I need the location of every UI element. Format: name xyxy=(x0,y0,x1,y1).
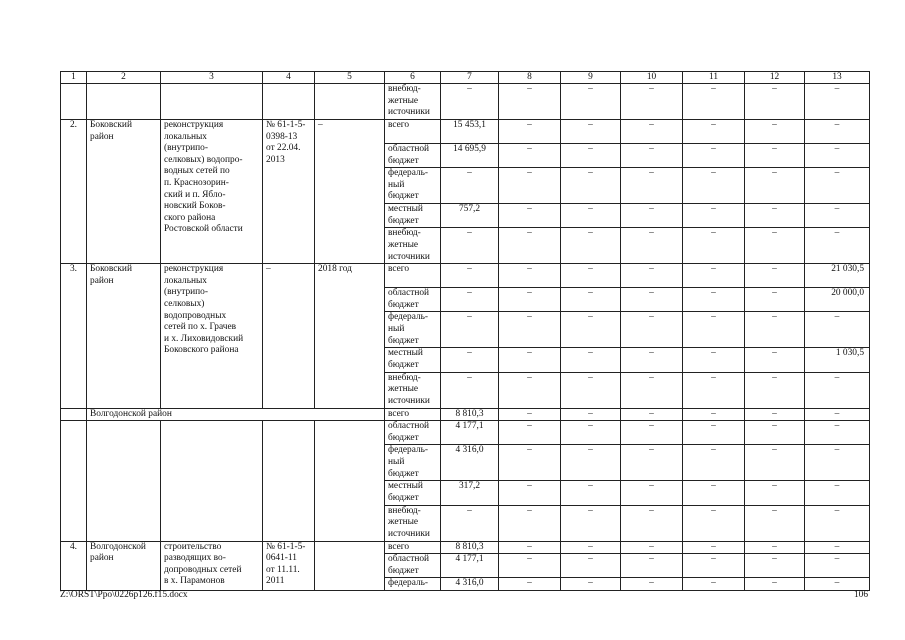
year-value-cell: – xyxy=(621,372,683,408)
year-value-cell: – xyxy=(499,228,561,264)
year-value-cell: – xyxy=(499,84,561,120)
year-value-cell: – xyxy=(621,84,683,120)
year-value-cell: – xyxy=(561,84,621,120)
year-value-cell: – xyxy=(805,554,870,578)
year-value-cell: – xyxy=(745,372,805,408)
total-value-cell: – xyxy=(441,168,499,204)
column-number-cell: 8 xyxy=(499,72,561,84)
year-value-cell: – xyxy=(561,481,621,505)
district-cell xyxy=(87,84,161,120)
date-cell xyxy=(315,541,385,590)
total-value-cell: – xyxy=(441,505,499,541)
year-value-cell: – xyxy=(683,312,745,348)
year-value-cell: – xyxy=(561,120,621,144)
year-value-cell: – xyxy=(683,204,745,228)
funding-source-cell: всего xyxy=(385,408,441,421)
funding-source-cell: местный бюджет xyxy=(385,348,441,372)
table-row xyxy=(61,84,870,120)
year-value-cell: – xyxy=(683,554,745,578)
document-cell xyxy=(263,84,315,120)
number-cell xyxy=(61,421,87,541)
year-value-cell: – xyxy=(683,372,745,408)
date-cell: – xyxy=(315,120,385,264)
year-value-cell: – xyxy=(745,481,805,505)
table-row xyxy=(61,264,870,288)
date-cell: 2018 год xyxy=(315,264,385,408)
year-value-cell: – xyxy=(621,554,683,578)
funding-source-cell: федераль- xyxy=(385,578,441,591)
year-value-cell: – xyxy=(499,288,561,312)
year-value-cell: – xyxy=(683,84,745,120)
year-value-cell: 1 030,5 xyxy=(805,348,870,372)
column-number-cell: 2 xyxy=(87,72,161,84)
column-number-cell: 10 xyxy=(621,72,683,84)
year-value-cell: – xyxy=(499,445,561,481)
object-name-cell xyxy=(161,84,263,120)
year-value-cell: – xyxy=(621,228,683,264)
total-value-cell: 14 695,9 xyxy=(441,144,499,168)
column-number-cell: 5 xyxy=(315,72,385,84)
year-value-cell: – xyxy=(683,288,745,312)
column-number-cell: 9 xyxy=(561,72,621,84)
year-value-cell: – xyxy=(683,541,745,554)
year-value-cell: – xyxy=(745,264,805,288)
total-value-cell: – xyxy=(441,84,499,120)
year-value-cell: – xyxy=(683,348,745,372)
year-value-cell: – xyxy=(683,144,745,168)
year-value-cell: – xyxy=(745,288,805,312)
year-value-cell: – xyxy=(805,204,870,228)
total-value-cell: – xyxy=(441,372,499,408)
column-number-cell: 4 xyxy=(263,72,315,84)
total-value-cell: 4 316,0 xyxy=(441,578,499,591)
year-value-cell: 20 000,0 xyxy=(805,288,870,312)
total-value-cell: 8 810,3 xyxy=(441,541,499,554)
year-value-cell: – xyxy=(683,264,745,288)
table-row xyxy=(61,120,870,144)
column-number-row xyxy=(61,72,870,84)
year-value-cell: – xyxy=(621,421,683,445)
year-value-cell: – xyxy=(805,168,870,204)
column-number-cell: 12 xyxy=(745,72,805,84)
year-value-cell: – xyxy=(561,144,621,168)
total-value-cell: – xyxy=(441,288,499,312)
district-cell: Боковский район xyxy=(87,120,161,264)
year-value-cell: – xyxy=(621,312,683,348)
year-value-cell: – xyxy=(745,445,805,481)
year-value-cell: – xyxy=(561,288,621,312)
total-value-cell: 4 177,1 xyxy=(441,421,499,445)
year-value-cell: – xyxy=(499,168,561,204)
footer-page-number: 106 xyxy=(853,590,868,600)
funding-source-cell: местный бюджет xyxy=(385,481,441,505)
year-value-cell: – xyxy=(561,445,621,481)
year-value-cell: – xyxy=(621,578,683,591)
number-cell xyxy=(61,408,87,421)
number-cell: 4. xyxy=(61,541,87,590)
year-value-cell: – xyxy=(561,541,621,554)
total-value-cell: 757,2 xyxy=(441,204,499,228)
year-value-cell: – xyxy=(745,554,805,578)
object-name-cell xyxy=(161,421,263,541)
year-value-cell: – xyxy=(745,120,805,144)
total-value-cell: – xyxy=(441,348,499,372)
year-value-cell: – xyxy=(805,505,870,541)
year-value-cell: – xyxy=(621,505,683,541)
year-value-cell: – xyxy=(745,408,805,421)
total-value-cell: – xyxy=(441,312,499,348)
year-value-cell: – xyxy=(561,421,621,445)
table-row xyxy=(61,421,870,445)
total-value-cell: 317,2 xyxy=(441,481,499,505)
column-number-cell: 13 xyxy=(805,72,870,84)
total-value-cell: 15 453,1 xyxy=(441,120,499,144)
total-value-cell: – xyxy=(441,228,499,264)
footer-file-path: Z:\ORST\Ppo\0226p126.f15.docx xyxy=(60,590,188,600)
funding-source-cell: областной бюджет xyxy=(385,421,441,445)
year-value-cell: – xyxy=(499,348,561,372)
year-value-cell: – xyxy=(805,144,870,168)
funding-source-cell: федераль- ный бюджет xyxy=(385,445,441,481)
year-value-cell: – xyxy=(745,505,805,541)
year-value-cell: – xyxy=(805,372,870,408)
year-value-cell: – xyxy=(745,541,805,554)
year-value-cell: 21 030,5 xyxy=(805,264,870,288)
year-value-cell: – xyxy=(561,408,621,421)
year-value-cell: – xyxy=(561,578,621,591)
year-value-cell: – xyxy=(805,120,870,144)
column-number-cell: 11 xyxy=(683,72,745,84)
funding-source-cell: областной бюджет xyxy=(385,554,441,578)
column-number-cell: 6 xyxy=(385,72,441,84)
district-cell xyxy=(87,421,161,541)
year-value-cell: – xyxy=(561,372,621,408)
funding-source-cell: всего xyxy=(385,541,441,554)
year-value-cell: – xyxy=(561,554,621,578)
object-name-cell: строительство разводящих во- допроводных сетей в х. Парамонов xyxy=(161,541,263,590)
document-cell xyxy=(263,421,315,541)
year-value-cell: – xyxy=(683,505,745,541)
year-value-cell: – xyxy=(805,481,870,505)
year-value-cell: – xyxy=(683,578,745,591)
funding-source-cell: всего xyxy=(385,120,441,144)
year-value-cell: – xyxy=(499,554,561,578)
year-value-cell: – xyxy=(683,481,745,505)
column-number-cell: 3 xyxy=(161,72,263,84)
year-value-cell: – xyxy=(745,168,805,204)
funding-source-cell: внебюд- жетные источники xyxy=(385,228,441,264)
year-value-cell: – xyxy=(499,264,561,288)
year-value-cell: – xyxy=(621,481,683,505)
funding-source-cell: федераль- ный бюджет xyxy=(385,168,441,204)
year-value-cell: – xyxy=(805,421,870,445)
year-value-cell: – xyxy=(745,312,805,348)
funding-source-cell: внебюд- жетные источники xyxy=(385,84,441,120)
year-value-cell: – xyxy=(561,204,621,228)
year-value-cell: – xyxy=(561,264,621,288)
budget-table xyxy=(60,71,870,591)
table-row xyxy=(61,408,870,421)
year-value-cell: – xyxy=(499,541,561,554)
year-value-cell: – xyxy=(805,578,870,591)
year-value-cell: – xyxy=(561,348,621,372)
year-value-cell: – xyxy=(499,408,561,421)
year-value-cell: – xyxy=(805,445,870,481)
total-value-cell: 4 316,0 xyxy=(441,445,499,481)
year-value-cell: – xyxy=(621,168,683,204)
year-value-cell: – xyxy=(745,144,805,168)
funding-source-cell: федераль- ный бюджет xyxy=(385,312,441,348)
year-value-cell: – xyxy=(621,144,683,168)
document-cell: – xyxy=(263,264,315,408)
year-value-cell: – xyxy=(683,408,745,421)
year-value-cell: – xyxy=(499,372,561,408)
year-value-cell: – xyxy=(683,445,745,481)
date-cell xyxy=(315,84,385,120)
funding-source-cell: внебюд- жетные источники xyxy=(385,505,441,541)
year-value-cell: – xyxy=(683,228,745,264)
document-cell: № 61-1-5- 0641-11 от 11.11. 2011 xyxy=(263,541,315,590)
object-name-cell: реконструкция локальных (внутрипо- селковых) водопро- водных сетей по п. Краснозорин- ский и п. Ябло- новский Боков- ского района Ростовской области xyxy=(161,120,263,264)
year-value-cell: – xyxy=(745,228,805,264)
year-value-cell: – xyxy=(499,120,561,144)
region-title-cell: Волгодонской район xyxy=(87,408,385,421)
year-value-cell: – xyxy=(745,204,805,228)
year-value-cell: – xyxy=(621,264,683,288)
year-value-cell: – xyxy=(745,421,805,445)
funding-source-cell: внебюд- жетные источники xyxy=(385,372,441,408)
year-value-cell: – xyxy=(683,421,745,445)
district-cell: Волгодонской район xyxy=(87,541,161,590)
year-value-cell: – xyxy=(561,168,621,204)
year-value-cell: – xyxy=(805,84,870,120)
year-value-cell: – xyxy=(805,541,870,554)
year-value-cell: – xyxy=(621,204,683,228)
funding-source-cell: местный бюджет xyxy=(385,204,441,228)
number-cell xyxy=(61,84,87,120)
object-name-cell: реконструкция локальных (внутрипо- селковых) водопроводных сетей по х. Грачев и х. Лиховидовский Боковского района xyxy=(161,264,263,408)
year-value-cell: – xyxy=(621,445,683,481)
year-value-cell: – xyxy=(805,312,870,348)
year-value-cell: – xyxy=(621,541,683,554)
year-value-cell: – xyxy=(499,144,561,168)
year-value-cell: – xyxy=(683,120,745,144)
year-value-cell: – xyxy=(745,84,805,120)
year-value-cell: – xyxy=(683,168,745,204)
document-cell: № 61-1-5- 0398-13 от 22.04. 2013 xyxy=(263,120,315,264)
year-value-cell: – xyxy=(621,288,683,312)
year-value-cell: – xyxy=(805,228,870,264)
year-value-cell: – xyxy=(499,421,561,445)
year-value-cell: – xyxy=(745,578,805,591)
year-value-cell: – xyxy=(499,505,561,541)
table-row xyxy=(61,541,870,554)
column-number-cell: 1 xyxy=(61,72,87,84)
number-cell: 3. xyxy=(61,264,87,408)
date-cell xyxy=(315,421,385,541)
total-value-cell: 4 177,1 xyxy=(441,554,499,578)
year-value-cell: – xyxy=(499,312,561,348)
funding-source-cell: областной бюджет xyxy=(385,144,441,168)
year-value-cell: – xyxy=(621,348,683,372)
number-cell: 2. xyxy=(61,120,87,264)
year-value-cell: – xyxy=(561,505,621,541)
funding-source-cell: всего xyxy=(385,264,441,288)
year-value-cell: – xyxy=(745,348,805,372)
year-value-cell: – xyxy=(561,228,621,264)
funding-source-cell: областной бюджет xyxy=(385,288,441,312)
total-value-cell: 8 810,3 xyxy=(441,408,499,421)
year-value-cell: – xyxy=(499,481,561,505)
year-value-cell: – xyxy=(805,408,870,421)
total-value-cell: – xyxy=(441,264,499,288)
year-value-cell: – xyxy=(499,204,561,228)
year-value-cell: – xyxy=(561,312,621,348)
year-value-cell: – xyxy=(621,120,683,144)
district-cell: Боковский район xyxy=(87,264,161,408)
column-number-cell: 7 xyxy=(441,72,499,84)
year-value-cell: – xyxy=(621,408,683,421)
year-value-cell: – xyxy=(499,578,561,591)
